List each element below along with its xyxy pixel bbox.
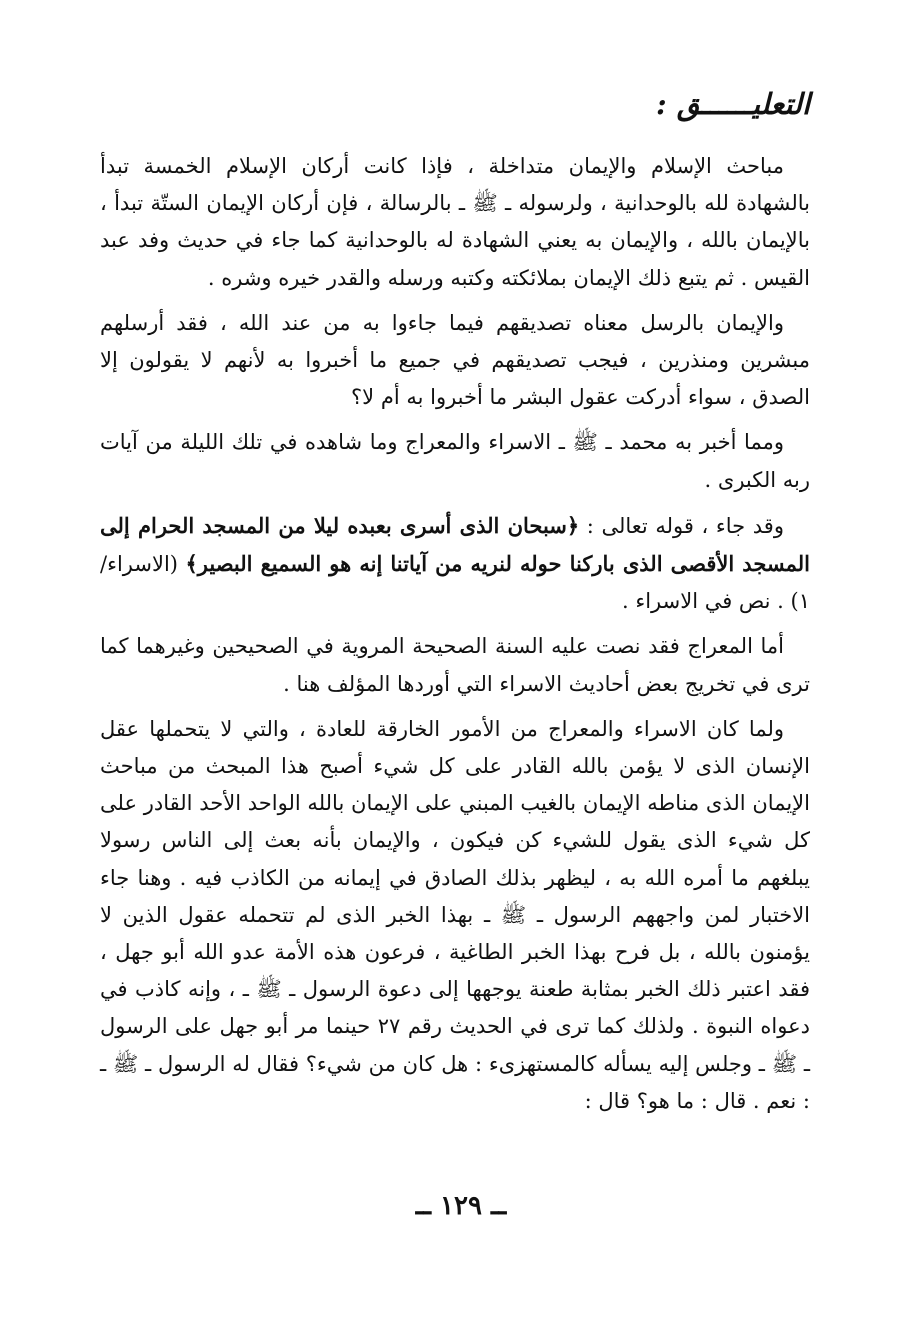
paragraph-belief-in-messengers: والإيمان بالرسل معناه تصديقهم فيما جاءوا به من عند الله ، فقد أرسلهم مبشرين ومنذرين ، فيجب تصديقهم في جميع ما أخبروا به لأنهم لا يقولون إلا الصدق ، سواء أدركت عقول البشر ما أخبروا به أم لا؟ xyxy=(100,310,810,410)
verse-intro: وقد جاء ، قوله تعالى : xyxy=(586,513,784,538)
section-heading: التعليــــــق : xyxy=(656,87,810,121)
page-number: ــ ١٢٩ ــ xyxy=(415,1191,507,1221)
verse-reference: (الاسراء/١) . نص في الاسراء . xyxy=(100,552,810,614)
paragraph-quran-verse xyxy=(100,507,810,621)
commentary-body xyxy=(100,148,810,1120)
paragraph-test-of-faith: ولما كان الاسراء والمعراج من الأمور الخارقة للعادة ، والتي لا يتحملها عقل الإنسان الذى لا يؤمن بالله القادر على كل شيء أصبح هذا المبحث من مباحث الإيمان الذى مناطه الإيمان بالغيب المبني على الإيمان بالله الواحد الأحد القادر على كل شيء الذى يقول للشيء كن فيكون ، والإيمان بأنه بعث إلى الناس رسولا يبلغهم ما أمره الله به ، ليظهر بذلك الصادق في إيمانه من الكاذب فيه . وهنا جاء الاختبار لمن واجههم الرسول ـ ﷺ ـ بهذا الخبر الذى لم تتحمله عقول الذين لا يؤمنون بالله ، بل فرح بهذا الخبر الطاغية ، فرعون هذه الأمة عدو الله أبو جهل ، فقد اعتبر ذلك الخبر بمثابة طعنة يوجهها إلى دعوة الرسول ـ ﷺ ـ ، وإنه كاذب في دعواه النبوة . ولذلك كما ترى في الحديث رقم ٢٧ حينما مر أبو جهل على الرسول ـ ﷺ ـ وجلس إليه يسأله كالمستهزىء : هل كان من شيء؟ فقال له الرسول ـ ﷺ ـ : نعم . قال : ما هو؟ قال : xyxy=(100,716,810,1113)
paragraph-miraj: أما المعراج فقد نصت عليه السنة الصحيحة المروية في الصحيحين وغيرهما كما ترى في تخريج بعض أحاديث الاسراء التي أوردها المؤلف هنا . xyxy=(100,634,810,696)
paragraph-islam-iman: مباحث الإسلام والإيمان متداخلة ، فإذا كانت أركان الإسلام الخمسة تبدأ بالشهادة لله بالوحدانية ، ولرسوله ـ ﷺ ـ بالرسالة ، فإن أركان الإيمان الستّة تبدأ ، بالإيمان بالله ، والإيمان به يعني الشهادة له بالوحدانية كما جاء في حديث وفد عبد القيس . ثم يتبع ذلك الإيمان بملائكته وكتبه ورسله والقدر خيره وشره . xyxy=(100,154,810,290)
quran-ayah: ﴿سبحان الذى أسرى بعبده ليلا من المسجد الحرام إلى المسجد الأقصى الذى باركنا حوله لنريه من آياتنا إنه هو السميع البصير﴾ xyxy=(100,512,810,577)
paragraph-isra-mention: ومما أخبر به محمد ـ ﷺ ـ الاسراء والمعراج وما شاهده في تلك الليلة من آيات ربه الكبرى . xyxy=(100,430,810,492)
